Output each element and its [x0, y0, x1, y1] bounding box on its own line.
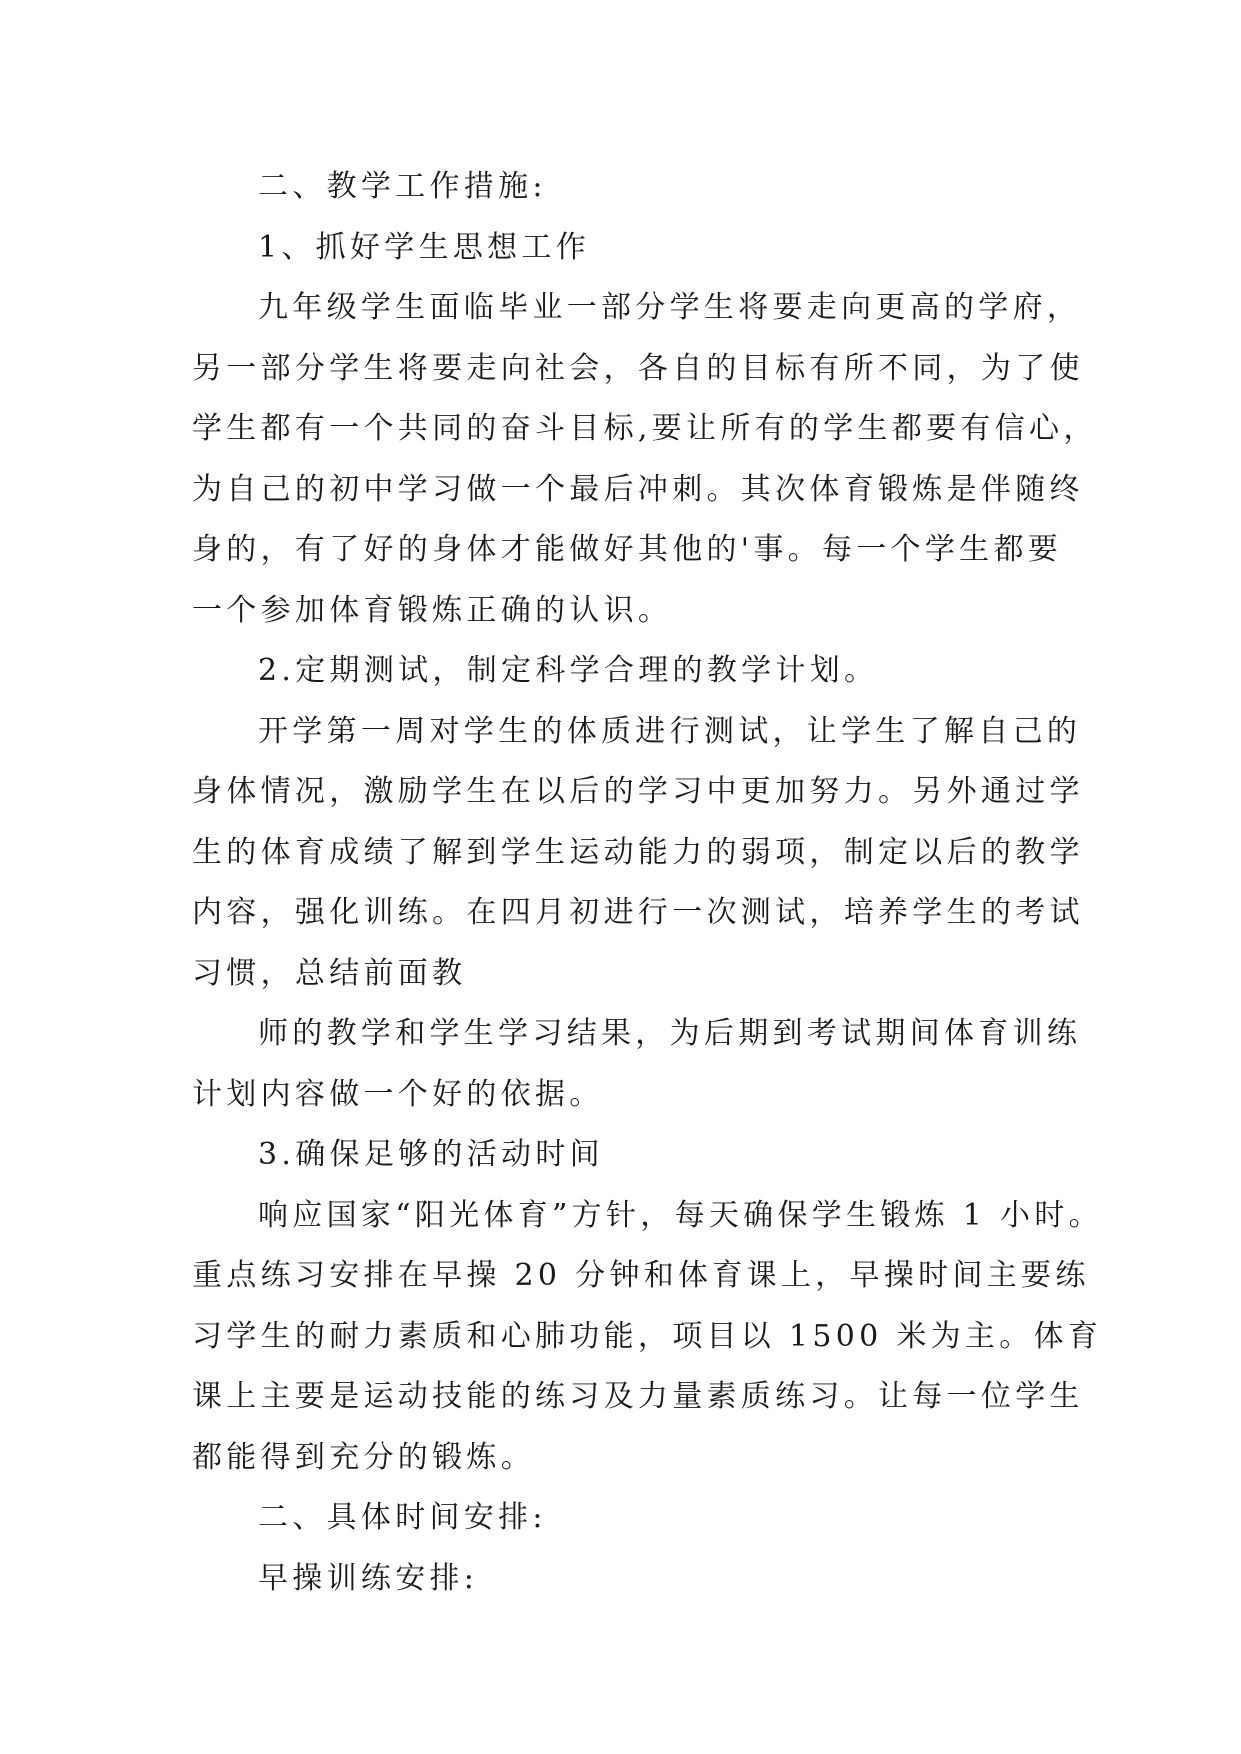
paragraph-line: 为自己的初中学习做一个最后冲刺。其次体育锻炼是伴随终: [192, 471, 1084, 507]
paragraph-line: 习学生的耐力素质和心肺功能，项目以 1500 米为主。体育: [192, 1318, 1103, 1354]
paragraph-line: 响应国家“阳光体育”方针，每天确保学生锻炼 1 小时。: [258, 1197, 1103, 1233]
paragraph-line: 身体情况，激励学生在以后的学习中更加努力。另外通过学: [192, 774, 1084, 809]
paragraph-line: 课上主要是运动技能的练习及力量素质练习。让每一位学生: [192, 1379, 1084, 1414]
paragraph-line: 计划内容做一个好的依据。: [192, 1076, 604, 1112]
paragraph-line: 学生都有一个共同的奋斗目标,要让所有的学生都要有信心，: [192, 411, 1098, 446]
paragraph-line: 师的教学和学生学习结果，为后期到考试期间体育训练: [258, 1016, 1082, 1051]
section-heading-teaching-measures: 二、教学工作措施:: [258, 169, 547, 204]
paragraph-line: 开学第一周对学生的体质进行测试，让学生了解自己的: [258, 713, 1082, 749]
paragraph-line: 习惯，总结前面教: [192, 955, 467, 991]
paragraph-line: 九年级学生面临毕业一部分学生将要走向更高的学府，: [258, 290, 1082, 325]
subheading-morning-exercise: 早操训练安排:: [258, 1560, 479, 1596]
paragraph-line: 一个参加体育锻炼正确的认识。: [192, 592, 673, 628]
subheading-regular-testing: 2.定期测试，制定科学合理的教学计划。: [258, 653, 879, 688]
paragraph-line: 重点练习安排在早操 20 分钟和体育课上，早操时间主要练: [192, 1258, 1090, 1293]
subheading-student-thinking: 1、抓好学生思想工作: [258, 229, 591, 265]
paragraph-line: 都能得到充分的锻炼。: [192, 1439, 535, 1475]
paragraph-line: 另一部分学生将要走向社会，各自的目标有所不同，为了使: [192, 350, 1084, 386]
document-body: [192, 157, 1103, 1609]
section-heading-schedule: 二、具体时间安排:: [258, 1500, 547, 1535]
paragraph-line: 生的体育成绩了解到学生运动能力的弱项，制定以后的教学: [192, 834, 1084, 870]
paragraph-line: 身的，有了好的身体才能做好其他的'事。每一个学生都要: [192, 532, 1063, 567]
subheading-activity-time: 3.确保足够的活动时间: [258, 1137, 604, 1172]
paragraph-line: 内容，强化训练。在四月初进行一次测试，培养学生的考试: [192, 895, 1084, 930]
